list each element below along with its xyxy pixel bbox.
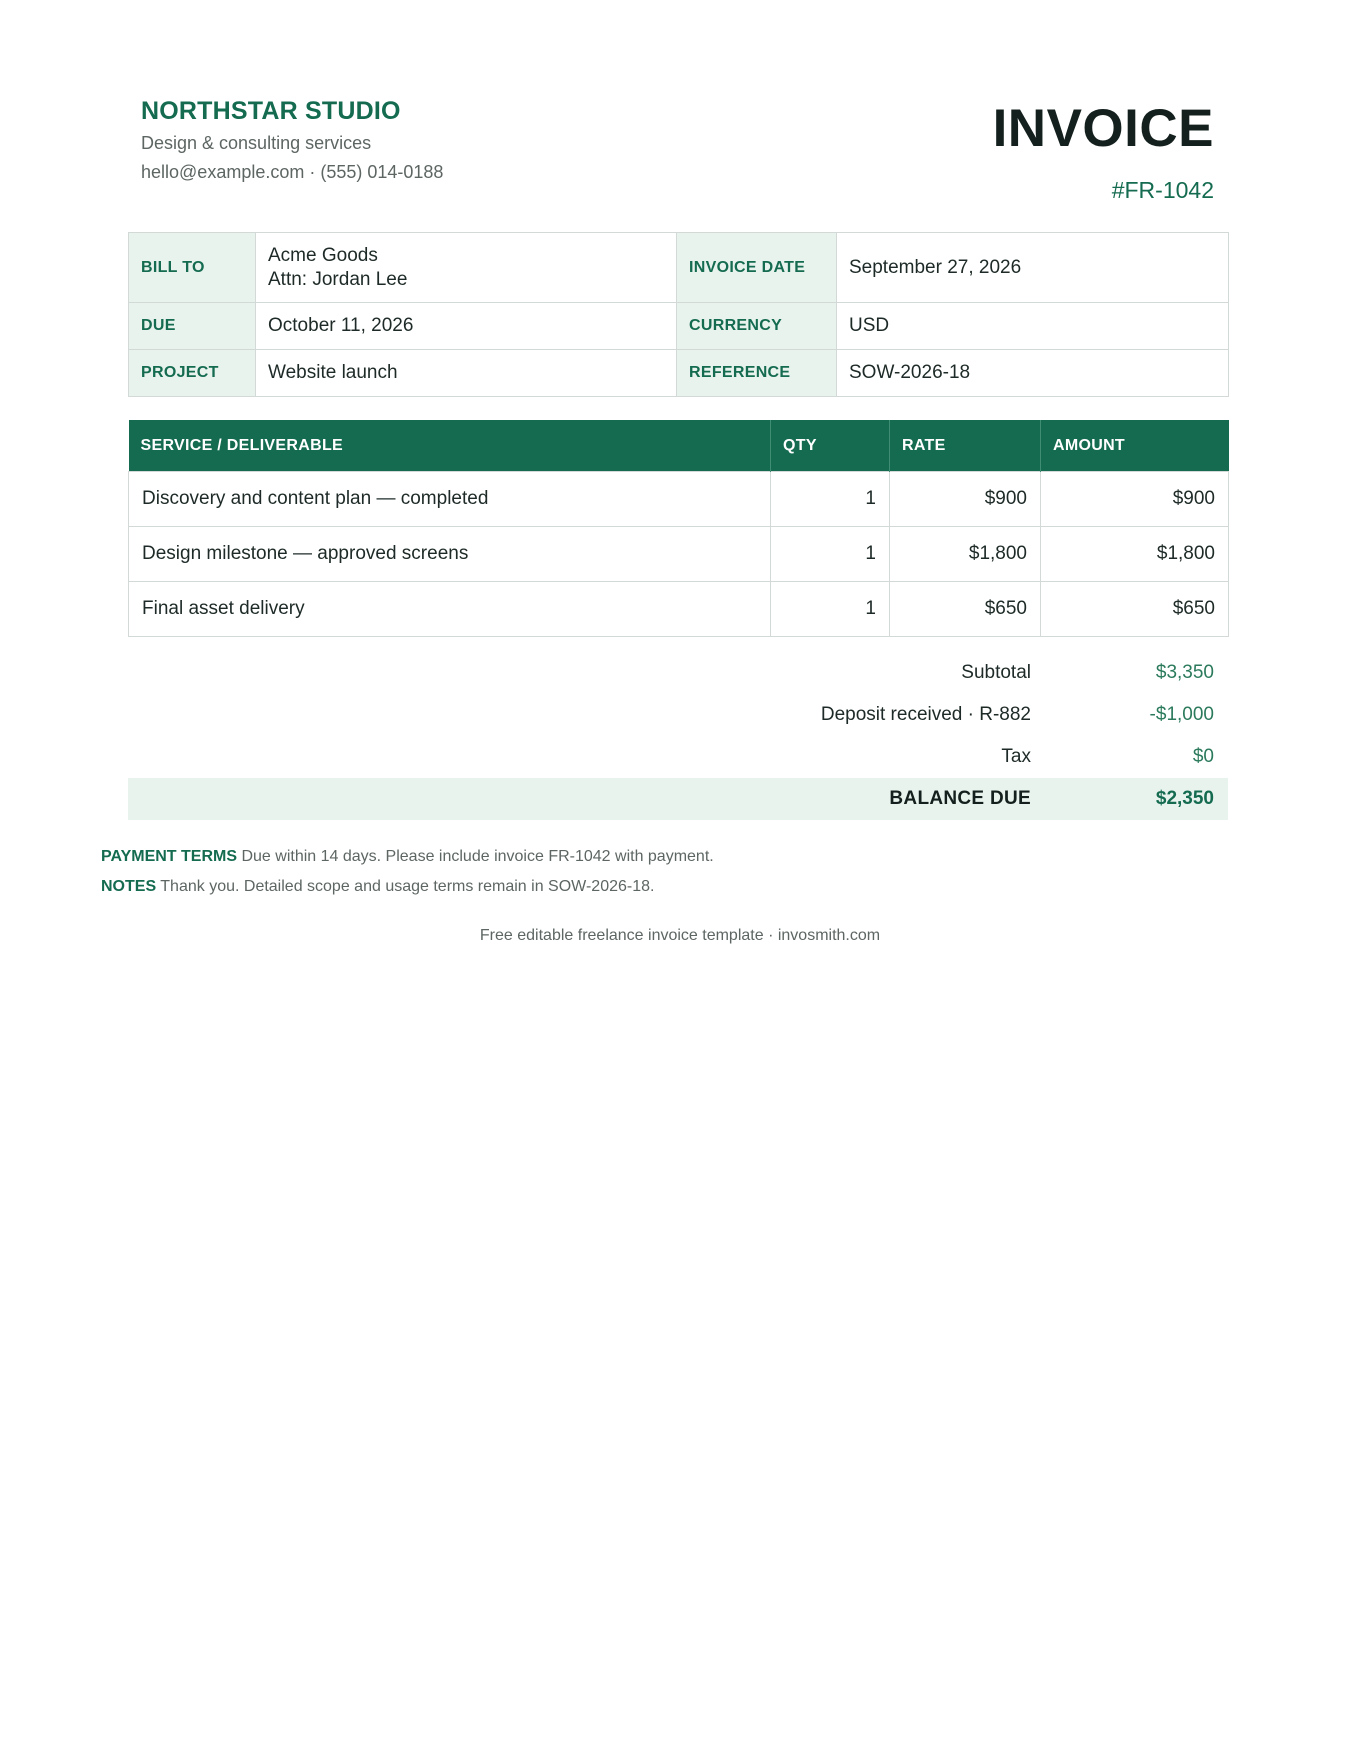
meta-row: [129, 233, 1229, 303]
table-row: [129, 472, 1229, 527]
notes-label: NOTES: [101, 878, 157, 895]
invoice-date-label: INVOICE DATE: [677, 233, 837, 303]
column-header-rate: RATE: [890, 420, 1041, 472]
line-items-table: [128, 420, 1229, 637]
meta-row: [129, 303, 1229, 350]
amount-cell: $900: [1041, 472, 1229, 527]
invoice-heading: INVOICE: [992, 99, 1214, 158]
invoice-number: #FR-1042: [1111, 177, 1214, 203]
tax-label: Tax: [1001, 746, 1031, 767]
company-tagline: Design & consulting services: [141, 133, 372, 153]
service-cell: Design milestone — approved screens: [129, 527, 771, 582]
bill-to-name: Acme Goods: [268, 244, 378, 266]
service-cell: Discovery and content plan — completed: [129, 472, 771, 527]
column-header-qty: QTY: [771, 420, 890, 472]
payment-terms-label: PAYMENT TERMS: [101, 848, 238, 865]
subtotal-value: $3,350: [1155, 662, 1214, 683]
project-label: PROJECT: [129, 350, 256, 397]
table-row: [129, 527, 1229, 582]
deposit-row: [128, 694, 1228, 736]
company-name: NORTHSTAR STUDIO: [141, 97, 401, 125]
reference-label: REFERENCE: [677, 350, 837, 397]
payment-terms: [101, 848, 714, 866]
amount-cell: $1,800: [1041, 527, 1229, 582]
bill-to-attn: Attn: Jordan Lee: [268, 268, 408, 290]
totals-section: [128, 652, 1228, 820]
reference-value: SOW-2026-18: [837, 350, 1229, 397]
notes-text: Thank you. Detailed scope and usage terms remain in SOW-2026-18.: [160, 878, 655, 895]
line-items-header: [129, 420, 1229, 472]
subtotal-row: [128, 652, 1228, 694]
currency-label: CURRENCY: [677, 303, 837, 350]
subtotal-label: Subtotal: [961, 662, 1031, 683]
due-value: October 11, 2026: [256, 303, 677, 350]
bill-to-label: BILL TO: [129, 233, 256, 303]
project-value: Website launch: [256, 350, 677, 397]
service-cell: Final asset delivery: [129, 582, 771, 637]
bill-to-value: [256, 233, 677, 303]
rate-cell: $1,800: [890, 527, 1041, 582]
qty-cell: 1: [771, 582, 890, 637]
amount-cell: $650: [1041, 582, 1229, 637]
rate-cell: $650: [890, 582, 1041, 637]
rate-cell: $900: [890, 472, 1041, 527]
deposit-label: Deposit received · R-882: [820, 704, 1031, 725]
tax-value: $0: [1192, 746, 1214, 767]
column-header-amount: AMOUNT: [1041, 420, 1229, 472]
column-header-service: SERVICE / DELIVERABLE: [129, 420, 771, 472]
payment-terms-text: Due within 14 days. Please include invoice FR-1042 with payment.: [241, 848, 714, 865]
balance-due-row: [128, 778, 1228, 820]
deposit-value: -$1,000: [1149, 704, 1214, 725]
qty-cell: 1: [771, 472, 890, 527]
due-label: DUE: [129, 303, 256, 350]
invoice-meta-table: [128, 232, 1229, 397]
balance-due-label: BALANCE DUE: [889, 788, 1031, 809]
company-contact: hello@example.com · (555) 014-0188: [141, 162, 444, 182]
tax-row: [128, 736, 1228, 778]
template-credit: Free editable freelance invoice template · invosmith.com: [479, 927, 881, 944]
table-row: [129, 582, 1229, 637]
currency-value: USD: [837, 303, 1229, 350]
qty-cell: 1: [771, 527, 890, 582]
balance-due-value: $2,350: [1155, 788, 1214, 809]
notes: [101, 878, 654, 896]
meta-row: [129, 350, 1229, 397]
invoice-date-value: September 27, 2026: [837, 233, 1229, 303]
